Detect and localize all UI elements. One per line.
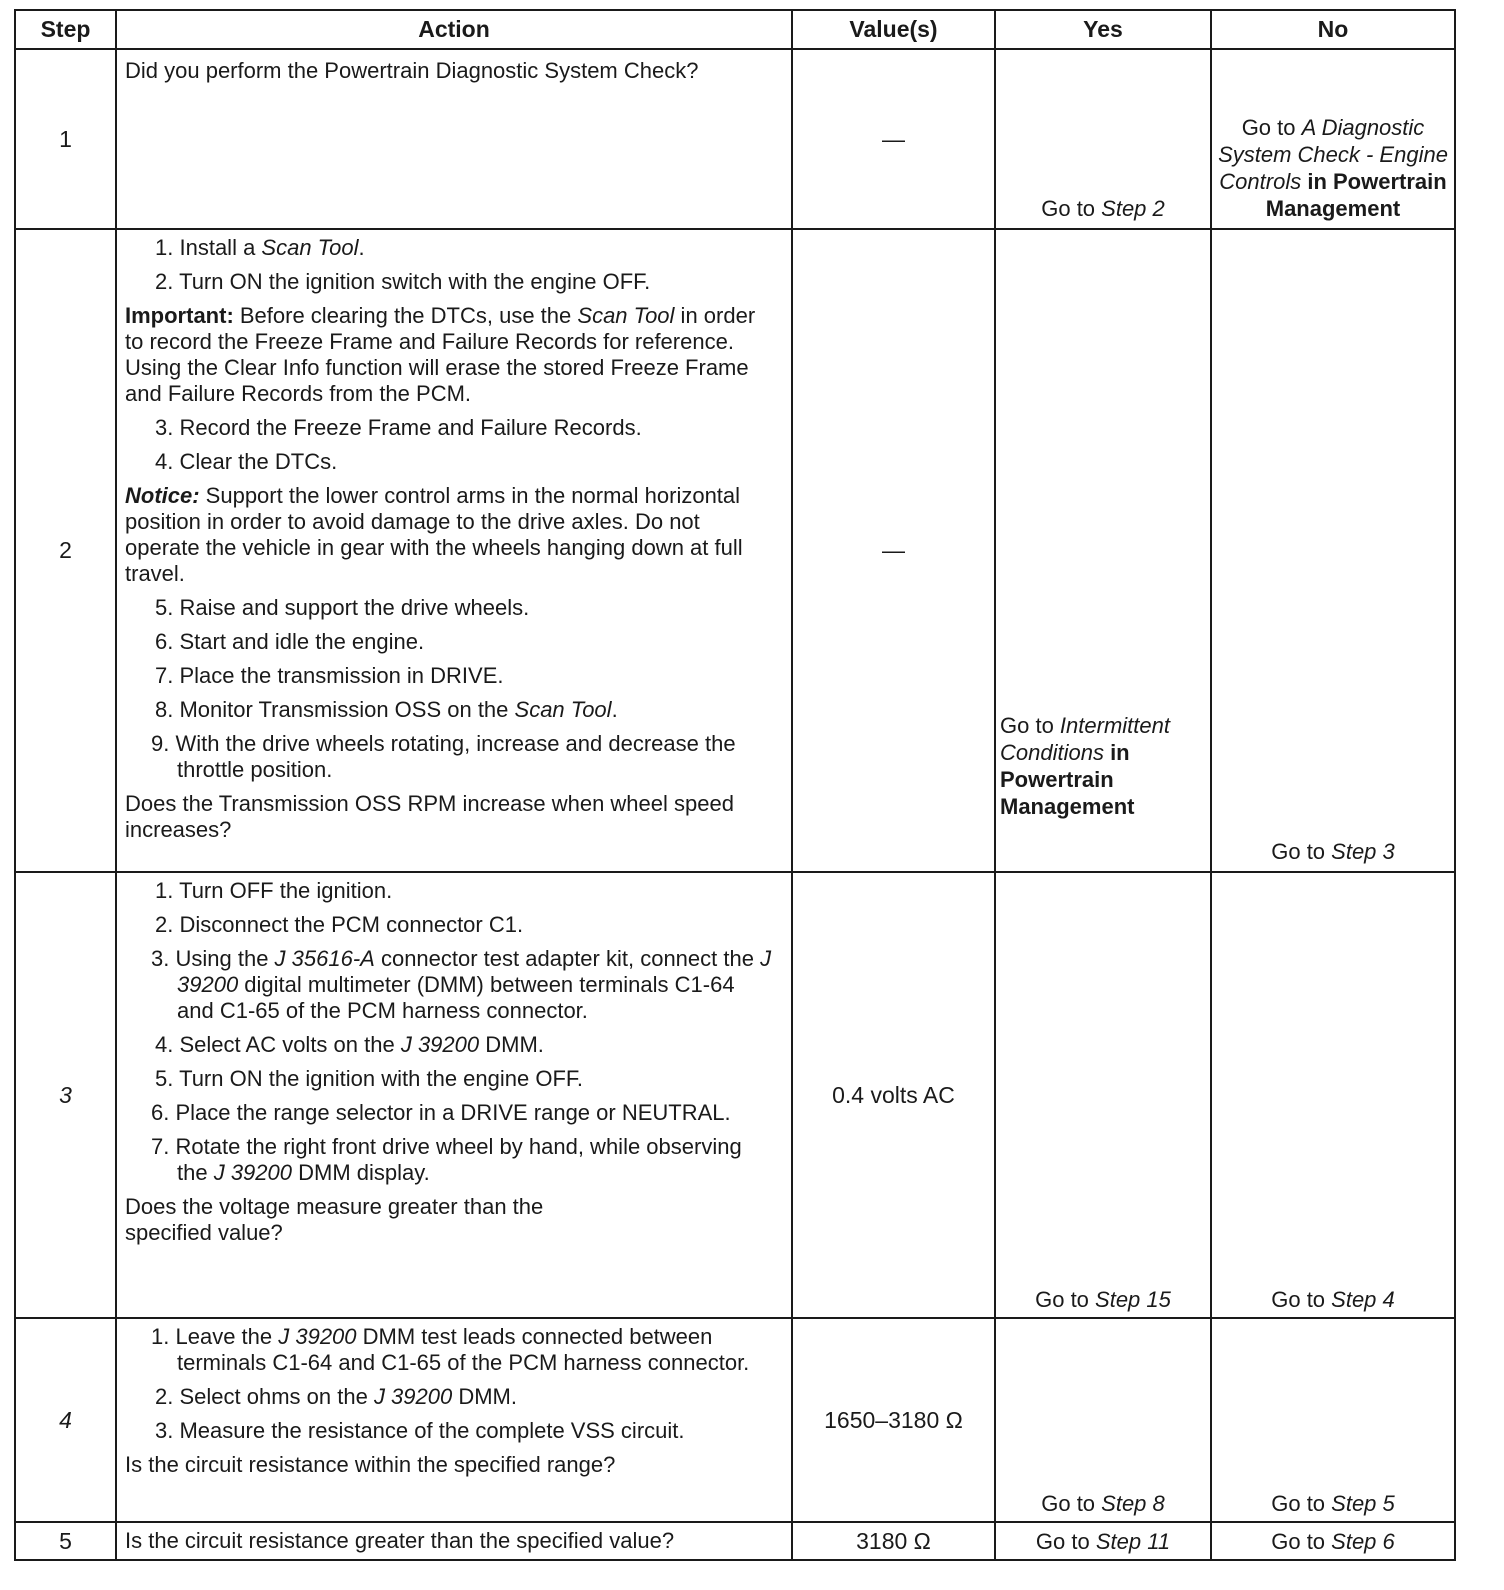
goto-link[interactable]: Step 3 bbox=[1331, 839, 1395, 864]
header-action: Action bbox=[116, 10, 792, 49]
question-text: Did you perform the Powertrain Diagnostic System Check? bbox=[125, 58, 699, 83]
value-cell: — bbox=[792, 229, 995, 872]
list-item: 2. Turn ON the ignition switch with the engine OFF. bbox=[155, 269, 651, 294]
goto-link[interactable]: Step 5 bbox=[1331, 1491, 1395, 1516]
question-text: Is the circuit resistance greater than the specified value? bbox=[125, 1528, 675, 1553]
list-item: 7. Rotate the right front drive wheel by hand, while observing the J 39200 DMM display. bbox=[151, 1134, 742, 1185]
yes-cell: Go to Step 2 bbox=[995, 49, 1211, 229]
table-row bbox=[15, 1522, 1455, 1560]
value-cell: 3180 Ω bbox=[792, 1522, 995, 1560]
table-row bbox=[15, 1318, 1455, 1522]
list-item: 7. Place the transmission in DRIVE. bbox=[155, 663, 504, 688]
list-item: 5. Raise and support the drive wheels. bbox=[155, 595, 530, 620]
question-text: Does the voltage measure greater than the specified value? bbox=[125, 1194, 544, 1245]
action-cell bbox=[116, 49, 792, 229]
value-cell: — bbox=[792, 49, 995, 229]
goto-link[interactable]: Intermittent Conditions bbox=[1000, 713, 1170, 765]
table-row bbox=[15, 872, 1455, 1318]
list-item: 1. Leave the J 39200 DMM test leads connected between terminals C1-64 and C1-65 of the PCM harness connector. bbox=[151, 1324, 750, 1375]
no-cell: Go to Step 5 bbox=[1211, 1318, 1455, 1522]
goto-link[interactable]: Step 4 bbox=[1331, 1287, 1395, 1312]
list-item: 3. Record the Freeze Frame and Failure Records. bbox=[155, 415, 642, 440]
list-item: 5. Turn ON the ignition with the engine OFF. bbox=[155, 1066, 584, 1091]
list-item: 6. Place the range selector in a DRIVE range or NEUTRAL. bbox=[151, 1100, 731, 1125]
notice-note: Notice: Support the lower control arms in the normal horizontal position in order to avoid damage to the drive axles. Do not operate the vehicle in gear with the wheels hanging down at full travel. bbox=[125, 483, 743, 586]
no-cell: Go to Step 6 bbox=[1211, 1522, 1455, 1560]
step-number: 1 bbox=[15, 49, 116, 229]
list-item: 6. Start and idle the engine. bbox=[155, 629, 425, 654]
header-row bbox=[15, 10, 1455, 49]
header-values: Value(s) bbox=[792, 10, 995, 49]
action-cell bbox=[116, 1318, 792, 1522]
list-item: 2. Disconnect the PCM connector C1. bbox=[155, 912, 524, 937]
goto-link[interactable]: Step 6 bbox=[1331, 1528, 1395, 1554]
goto-link[interactable]: Step 2 bbox=[1101, 196, 1165, 221]
value-cell: 0.4 volts AC bbox=[792, 872, 995, 1318]
yes-cell: Go to Intermittent Conditions in Powertrain Management bbox=[995, 229, 1211, 872]
list-item: 3. Using the J 35616-A connector test adapter kit, connect the J 39200 digital multimeter (DMM) between terminals C1-64 and C1-65 of the PCM harness connector. bbox=[151, 946, 772, 1023]
header-no: No bbox=[1211, 10, 1455, 49]
goto-link[interactable]: Step 15 bbox=[1095, 1287, 1171, 1312]
goto-link[interactable]: Step 11 bbox=[1095, 1528, 1171, 1554]
list-item: 1. Turn OFF the ignition. bbox=[155, 878, 393, 903]
table-row bbox=[15, 49, 1455, 229]
table-row bbox=[15, 229, 1455, 872]
list-item: 8. Monitor Transmission OSS on the Scan Tool. bbox=[155, 697, 618, 722]
list-item: 1. Install a Scan Tool. bbox=[155, 235, 365, 260]
no-cell: Go to A Diagnostic System Check - Engine Controls in Powertrain Management bbox=[1211, 49, 1455, 229]
action-cell bbox=[116, 1522, 792, 1560]
action-cell bbox=[116, 229, 792, 872]
header-step: Step bbox=[15, 10, 116, 49]
goto-link[interactable]: A Diagnostic System Check - Engine Controls bbox=[1218, 115, 1448, 194]
yes-cell: Go to Step 11 bbox=[995, 1522, 1211, 1560]
list-item: 2. Select ohms on the J 39200 DMM. bbox=[155, 1384, 517, 1409]
question-text: Is the circuit resistance within the specified range? bbox=[125, 1452, 616, 1477]
action-cell bbox=[116, 872, 792, 1318]
value-cell: 1650–3180 Ω bbox=[792, 1318, 995, 1522]
step-number: 5 bbox=[15, 1522, 116, 1560]
list-item: 4. Select AC volts on the J 39200 DMM. bbox=[155, 1032, 544, 1057]
diagnostic-table bbox=[14, 9, 1456, 1561]
list-item: 4. Clear the DTCs. bbox=[155, 449, 338, 474]
step-number: 3 bbox=[15, 872, 116, 1318]
yes-cell: Go to Step 15 bbox=[995, 872, 1211, 1318]
step-number: 2 bbox=[15, 229, 116, 872]
list-item: 9. With the drive wheels rotating, increase and decrease the throttle position. bbox=[151, 731, 736, 782]
goto-link[interactable]: Step 8 bbox=[1101, 1491, 1165, 1516]
step-number: 4 bbox=[15, 1318, 116, 1522]
yes-cell: Go to Step 8 bbox=[995, 1318, 1211, 1522]
important-note: Important: Before clearing the DTCs, use the Scan Tool in order to record the Freeze Frame and Failure Records for reference. Using the Clear Info function will erase the stored Freeze Frame and Failure Records from the PCM. bbox=[125, 303, 756, 406]
list-item: 3. Measure the resistance of the complete VSS circuit. bbox=[155, 1418, 685, 1443]
question-text: Does the Transmission OSS RPM increase when wheel speed increases? bbox=[125, 791, 734, 842]
header-yes: Yes bbox=[995, 10, 1211, 49]
no-cell: Go to Step 4 bbox=[1211, 872, 1455, 1318]
no-cell: Go to Step 3 bbox=[1211, 229, 1455, 872]
